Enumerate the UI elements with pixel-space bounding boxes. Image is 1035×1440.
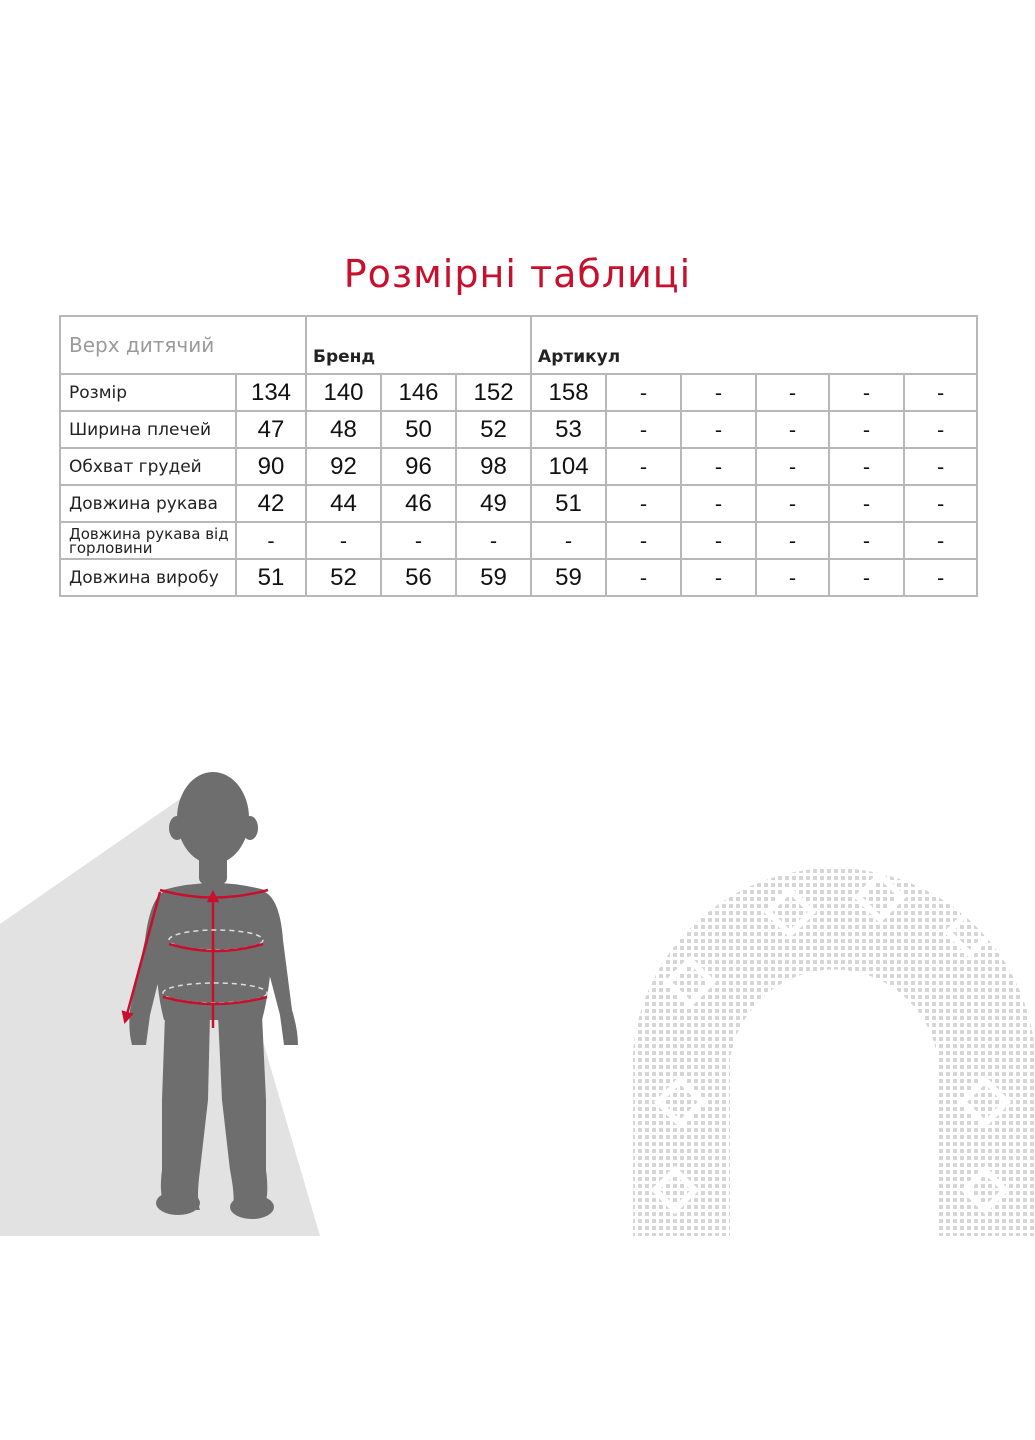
table-row bbox=[60, 448, 977, 485]
table-cell: 96 bbox=[381, 448, 456, 485]
table-cell: - bbox=[904, 411, 977, 448]
table-cell: - bbox=[756, 374, 829, 411]
table-row bbox=[60, 559, 977, 596]
table-cell: 56 bbox=[381, 559, 456, 596]
table-cell: 90 bbox=[236, 448, 306, 485]
table-cell: 59 bbox=[456, 559, 531, 596]
shadow-wedge bbox=[0, 792, 320, 1236]
table-cell: - bbox=[531, 522, 606, 559]
table-cell: - bbox=[681, 485, 756, 522]
table-cell: 140 bbox=[306, 374, 381, 411]
table-cell: - bbox=[606, 411, 681, 448]
table-cell: - bbox=[606, 374, 681, 411]
table-cell: - bbox=[829, 559, 904, 596]
table-cell: - bbox=[456, 522, 531, 559]
table-cell: 53 bbox=[531, 411, 606, 448]
table-cell: 51 bbox=[531, 485, 606, 522]
table-cell: - bbox=[904, 374, 977, 411]
table-cell: - bbox=[681, 559, 756, 596]
table-cell: - bbox=[829, 448, 904, 485]
table-cell: - bbox=[756, 485, 829, 522]
table-cell: 47 bbox=[236, 411, 306, 448]
row-label: Довжина рукава bbox=[60, 485, 236, 522]
table-cell: 98 bbox=[456, 448, 531, 485]
table-body bbox=[60, 374, 977, 596]
table-cell: - bbox=[681, 448, 756, 485]
row-label: Розмір bbox=[60, 374, 236, 411]
ornament-pattern-icon bbox=[633, 868, 1035, 1236]
table-row bbox=[60, 411, 977, 448]
table-cell: 59 bbox=[531, 559, 606, 596]
table-cell: 52 bbox=[306, 559, 381, 596]
category-label: Верх дитячий bbox=[60, 316, 306, 374]
table-cell: - bbox=[829, 485, 904, 522]
table-cell: 92 bbox=[306, 448, 381, 485]
article-label: Артикул bbox=[531, 316, 977, 374]
table-row bbox=[60, 374, 977, 411]
table-cell: 42 bbox=[236, 485, 306, 522]
page-title: Розмірні таблиці bbox=[343, 252, 692, 296]
table-cell: - bbox=[756, 411, 829, 448]
row-label: Обхват грудей bbox=[60, 448, 236, 485]
table-cell: - bbox=[606, 448, 681, 485]
row-label: Ширина плечей bbox=[60, 411, 236, 448]
table-cell: - bbox=[756, 559, 829, 596]
table-cell: 52 bbox=[456, 411, 531, 448]
table-cell: 51 bbox=[236, 559, 306, 596]
table-header-row bbox=[60, 316, 977, 374]
brand-label: Бренд bbox=[306, 316, 531, 374]
table-cell: - bbox=[904, 485, 977, 522]
table-cell: 46 bbox=[381, 485, 456, 522]
table-row bbox=[60, 485, 977, 522]
table-cell: - bbox=[606, 522, 681, 559]
table-cell: - bbox=[606, 485, 681, 522]
table-cell: - bbox=[756, 448, 829, 485]
table-cell: 158 bbox=[531, 374, 606, 411]
table-cell: 134 bbox=[236, 374, 306, 411]
table-cell: - bbox=[829, 411, 904, 448]
table-cell: - bbox=[756, 522, 829, 559]
table-cell: 44 bbox=[306, 485, 381, 522]
table-cell: - bbox=[904, 448, 977, 485]
illustration bbox=[0, 700, 1035, 1260]
table-cell: - bbox=[236, 522, 306, 559]
row-label: Довжина рукава від горловини bbox=[60, 522, 236, 559]
table-cell: - bbox=[606, 559, 681, 596]
table-cell: - bbox=[381, 522, 456, 559]
table-cell: 104 bbox=[531, 448, 606, 485]
row-label: Довжина виробу bbox=[60, 559, 236, 596]
table-cell: 49 bbox=[456, 485, 531, 522]
table-cell: - bbox=[829, 522, 904, 559]
table-cell: - bbox=[681, 522, 756, 559]
table-cell: - bbox=[306, 522, 381, 559]
table-cell: 48 bbox=[306, 411, 381, 448]
table-cell: - bbox=[681, 411, 756, 448]
table-cell: - bbox=[829, 374, 904, 411]
table-cell: - bbox=[681, 374, 756, 411]
table-cell: 152 bbox=[456, 374, 531, 411]
table-cell: - bbox=[904, 559, 977, 596]
size-table bbox=[59, 315, 978, 597]
table-row bbox=[60, 522, 977, 559]
table-cell: - bbox=[904, 522, 977, 559]
table-cell: 50 bbox=[381, 411, 456, 448]
table-cell: 146 bbox=[381, 374, 456, 411]
